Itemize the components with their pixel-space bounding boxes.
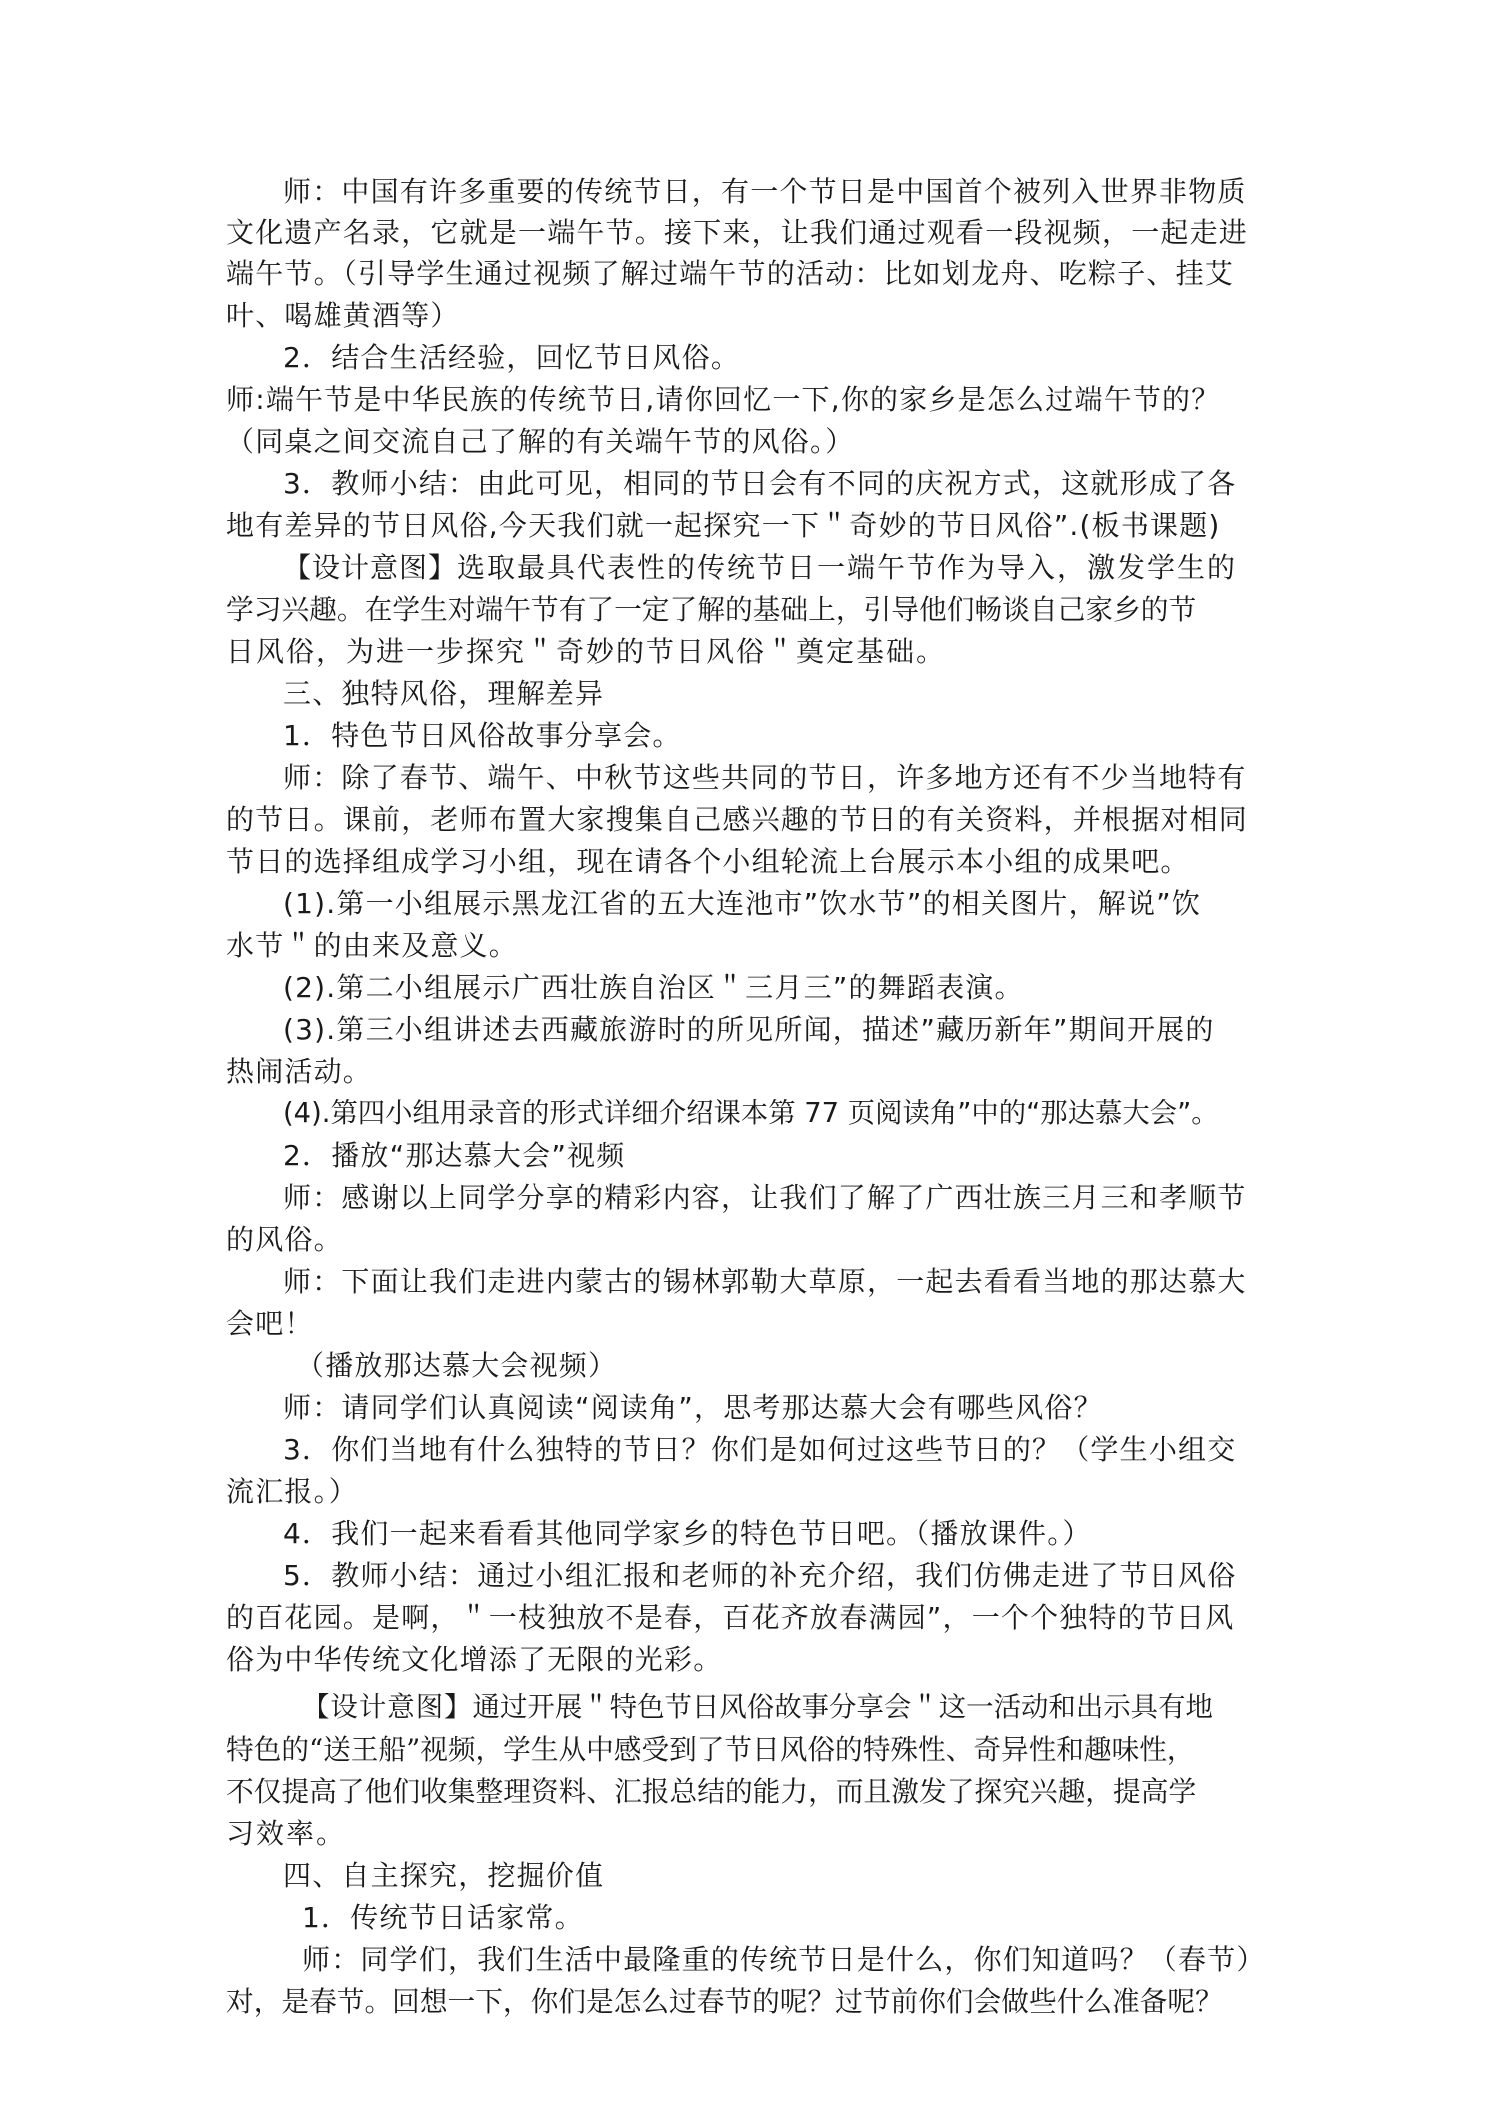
line-text: (3).第三小组讲述去西藏旅游时的所见所闻，描述”藏历新年”期间开展的 bbox=[283, 1013, 1215, 1046]
line-text: 3．教师小结：由此可见，相同的节日会有不同的庆祝方式，这就形成了各 bbox=[283, 467, 1237, 500]
line-text: 水节＂的由来及意义。 bbox=[226, 929, 519, 962]
text-line bbox=[226, 1856, 604, 1896]
text-line bbox=[226, 172, 1247, 212]
text-line bbox=[226, 213, 1248, 253]
line-text: （播放那达慕大会视频） bbox=[296, 1349, 618, 1382]
text-line bbox=[226, 716, 682, 756]
text-line bbox=[226, 1430, 1236, 1470]
line-text: 地有差异的节日风俗,今天我们就一起探究一下＂奇妙的节日风俗”.(板书课题) bbox=[226, 509, 1221, 542]
line-text: (4).第四小组用录音的形式详细介绍课本第 77 页阅读角”中的“那达慕大会”。 bbox=[283, 1098, 1219, 1129]
text-line bbox=[226, 380, 1220, 420]
text-line bbox=[226, 758, 1247, 798]
text-line bbox=[226, 1052, 372, 1092]
line-text: 的百花园。是啊，＂一枝独放不是春，百花齐放春满园”，一个个独特的节日风 bbox=[226, 1601, 1235, 1634]
line-text: 通过开展＂特色节日风俗故事分享会＂这一活动和出示具有地 bbox=[472, 1692, 1213, 1723]
line-text: 不仅提高了他们收集整理资料、汇报总结的能力，而且激发了探究兴趣，提高学 bbox=[226, 1775, 1197, 1808]
text-line bbox=[226, 506, 1221, 546]
line-text: (2).第二小组展示广西壮族自治区＂三月三”的舞蹈表演。 bbox=[283, 971, 1024, 1004]
line-text: 三、独特风俗，理解差异 bbox=[283, 677, 605, 710]
design-intent-line bbox=[226, 590, 1196, 630]
text-line bbox=[226, 884, 1201, 924]
line-text: 文化遗产名录，它就是一端午节。接下来，让我们通过观看一段视频，一起走进 bbox=[226, 216, 1249, 249]
text-line bbox=[226, 1514, 1092, 1554]
line-text: 师:端午节是中华民族的传统节日,请你回忆一下,你的家乡是怎么过端午节的？ bbox=[226, 383, 1221, 416]
text-line bbox=[226, 1640, 722, 1680]
text-line bbox=[226, 338, 740, 378]
line-text: 特色的“送王船”视频，学生从中感受到了节日风俗的特殊性、奇异性和趣味性， bbox=[226, 1733, 1195, 1766]
line-text: 师：同学们，我们生活中最隆重的传统节日是什么，你们知道吗？（春节） bbox=[302, 1943, 1266, 1976]
line-text: 师：下面让我们走进内蒙古的锡林郭勒大草原，一起去看看当地的那达慕大 bbox=[283, 1265, 1247, 1298]
line-text: 5．教师小结：通过小组汇报和老师的补充介绍，我们仿佛走进了节日风俗 bbox=[283, 1559, 1237, 1592]
line-text: 师：感谢以上同学分享的精彩内容，让我们了解了广西壮族三月三和孝顺节 bbox=[283, 1181, 1247, 1214]
line-text: 学习兴趣。在学生对端午节有了一定了解的基础上，引导他们畅谈自己家乡的节 bbox=[226, 593, 1197, 626]
line-text: 的风俗。 bbox=[226, 1223, 343, 1256]
line-text: 师：除了春节、端午、中秋节这些共同的节日，许多地方还有不少当地特有 bbox=[283, 761, 1247, 794]
line-text: 会吧！ bbox=[226, 1307, 314, 1340]
line-text: 4．我们一起来看看其他同学家乡的特色节日吧。（播放课件。） bbox=[283, 1517, 1092, 1550]
design-intent-line bbox=[226, 1814, 346, 1854]
line-text: （同桌之间交流自己了解的有关端午节的风俗。） bbox=[226, 425, 855, 458]
line-text: 俗为中华传统文化增添了无限的光彩。 bbox=[226, 1643, 723, 1676]
line-text: 的节日。课前，老师布置大家搜集自己感兴趣的节日的有关资料，并根据对相同 bbox=[226, 803, 1249, 836]
design-intent-line bbox=[226, 548, 1237, 588]
text-line bbox=[226, 926, 518, 966]
text-line bbox=[226, 1304, 314, 1344]
text-line bbox=[226, 1346, 617, 1386]
line-text: 师：请同学们认真阅读“阅读角”，思考那达慕大会有哪些风俗？ bbox=[283, 1391, 1103, 1424]
text-line bbox=[226, 968, 1024, 1008]
text-line bbox=[226, 254, 1234, 294]
line-text: 日风俗，为进一步探究＂奇妙的节日风俗＂奠定基础。 bbox=[226, 635, 947, 668]
line-text: 四、自主探究，挖掘价值 bbox=[283, 1859, 605, 1892]
text-line bbox=[226, 674, 604, 714]
line-text: 流汇报。） bbox=[226, 1475, 359, 1508]
line-text: 叶、喝雄黄酒等） bbox=[226, 299, 460, 332]
line-text: 节日的选择组成学习小组，现在请各个小组轮流上台展示本小组的成果吧。 bbox=[226, 845, 1190, 878]
line-text: 师：中国有许多重要的传统节日，有一个节日是中国首个被列入世界非物质 bbox=[283, 175, 1247, 208]
line-text: 2．播放“那达慕大会”视频 bbox=[283, 1139, 626, 1172]
text-line bbox=[226, 296, 460, 336]
text-line bbox=[226, 422, 854, 462]
text-line bbox=[226, 1094, 1219, 1134]
design-intent-tag: 【设计意图】 bbox=[283, 551, 458, 584]
line-text: 热闹活动。 bbox=[226, 1055, 373, 1088]
text-line bbox=[226, 1388, 1103, 1428]
design-intent-line bbox=[226, 632, 946, 672]
text-line bbox=[226, 1982, 1223, 2022]
line-text: 习效率。 bbox=[226, 1817, 347, 1850]
text-line bbox=[226, 1556, 1236, 1596]
text-line bbox=[226, 1472, 358, 1512]
line-text: 1．传统节日话家常。 bbox=[302, 1901, 584, 1934]
text-line bbox=[226, 842, 1190, 882]
design-intent-tag: 【设计意图】 bbox=[302, 1692, 473, 1723]
line-text: 3．你们当地有什么独特的节日？你们是如何过这些节日的？（学生小组交 bbox=[283, 1433, 1237, 1466]
line-text: 1．特色节日风俗故事分享会。 bbox=[283, 719, 682, 752]
text-line bbox=[226, 1178, 1247, 1218]
text-line bbox=[226, 1898, 584, 1938]
line-text: 2．结合生活经验，回忆节日风俗。 bbox=[283, 341, 741, 374]
design-intent-line bbox=[226, 1772, 1196, 1812]
line-text: (1).第一小组展示黑龙江省的五大连池市”饮水节”的相关图片，解说”饮 bbox=[283, 887, 1202, 920]
line-text: 对，是春节。回想一下，你们是怎么过春节的呢？过节前你们会做些什么准备呢？ bbox=[226, 1985, 1223, 2018]
text-line bbox=[226, 800, 1248, 840]
design-intent-line bbox=[226, 1688, 1213, 1728]
text-line bbox=[226, 1598, 1235, 1638]
line-text: 端午节。（引导学生通过视频了解过端午节的活动：比如划龙舟、吃粽子、挂艾 bbox=[226, 257, 1235, 290]
text-line bbox=[226, 1010, 1215, 1050]
text-line bbox=[226, 1940, 1266, 1980]
line-text: 选取最具代表性的传统节日一端午节作为导入，激发学生的 bbox=[457, 551, 1238, 584]
text-line bbox=[226, 1262, 1247, 1302]
design-intent-line bbox=[226, 1730, 1195, 1770]
text-line bbox=[226, 1136, 625, 1176]
text-line bbox=[226, 464, 1236, 504]
text-line bbox=[226, 1220, 343, 1260]
